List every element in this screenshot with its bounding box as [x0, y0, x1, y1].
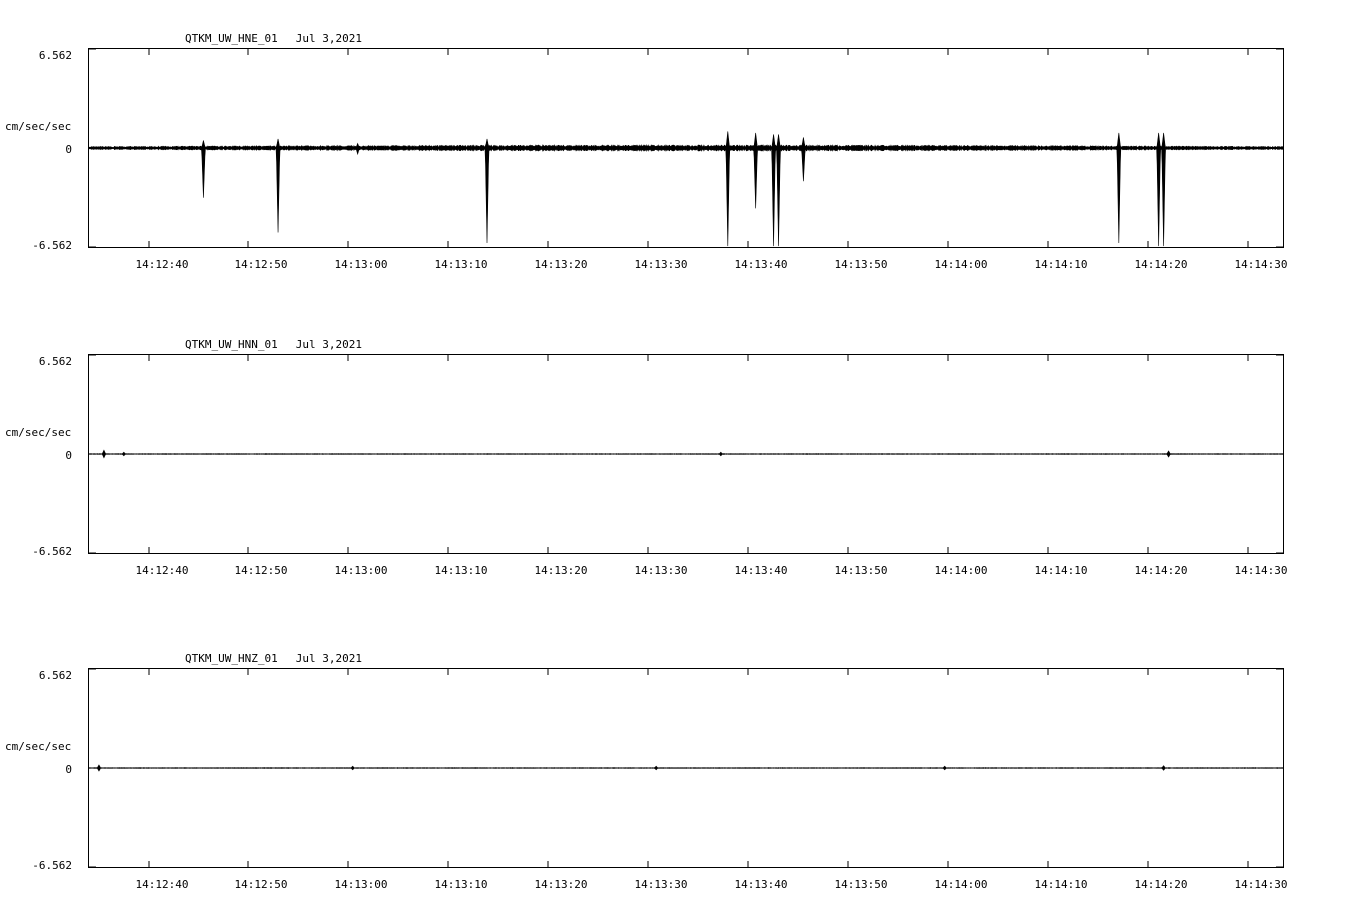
y-axis-label-hnz: cm/sec/sec [5, 740, 72, 753]
y-tick-max-hne: 6.562 [38, 49, 72, 62]
y-tick-min-hne: -6.562 [32, 239, 72, 252]
trace-path-hnz [89, 765, 1283, 771]
x-tick-6-hnz: 14:13:40 [734, 878, 788, 891]
waveform-hnn [89, 355, 1283, 553]
x-tick-0-hnz: 14:12:40 [135, 878, 189, 891]
x-tick-1-hnz: 14:12:50 [234, 878, 288, 891]
y-tick-min-hnn: -6.562 [32, 545, 72, 558]
waveform-hnz [89, 669, 1283, 867]
x-tick-0-hnn: 14:12:40 [135, 564, 189, 577]
x-tick-2-hnn: 14:13:00 [334, 564, 388, 577]
panel-title-hnz [185, 652, 362, 665]
x-tick-4-hnz: 14:13:20 [534, 878, 588, 891]
x-tick-5-hnn: 14:13:30 [634, 564, 688, 577]
x-tick-11-hnz: 14:14:30 [1234, 878, 1288, 891]
y-tick-zero-hne: 0 [65, 143, 72, 156]
panel-date-hnz: Jul 3,2021 [295, 652, 362, 665]
panel-station-hnz: QTKM_UW_HNZ_01 [185, 652, 278, 665]
panel-station-hnn: QTKM_UW_HNN_01 [185, 338, 278, 351]
x-tick-11-hne: 14:14:30 [1234, 258, 1288, 271]
y-axis-label-hnn: cm/sec/sec [5, 426, 72, 439]
x-tick-9-hnn: 14:14:10 [1034, 564, 1088, 577]
x-tick-4-hne: 14:13:20 [534, 258, 588, 271]
seismogram-panel-hnz [0, 612, 1358, 912]
x-tick-7-hnz: 14:13:50 [834, 878, 888, 891]
x-tick-8-hne: 14:14:00 [934, 258, 988, 271]
panel-date-hnn: Jul 3,2021 [295, 338, 362, 351]
x-tick-8-hnn: 14:14:00 [934, 564, 988, 577]
panel-date-hne: Jul 3,2021 [295, 32, 362, 45]
y-tick-min-hnz: -6.562 [32, 859, 72, 872]
x-tick-7-hne: 14:13:50 [834, 258, 888, 271]
x-tick-2-hnz: 14:13:00 [334, 878, 388, 891]
y-tick-max-hnn: 6.562 [38, 355, 72, 368]
x-tick-9-hnz: 14:14:10 [1034, 878, 1088, 891]
seismogram-panel-hnn [0, 306, 1358, 606]
x-tick-10-hnn: 14:14:20 [1134, 564, 1188, 577]
x-tick-3-hnz: 14:13:10 [434, 878, 488, 891]
x-tick-10-hne: 14:14:20 [1134, 258, 1188, 271]
y-tick-max-hnz: 6.562 [38, 669, 72, 682]
trace-path-hne [89, 131, 1283, 246]
x-tick-11-hnn: 14:14:30 [1234, 564, 1288, 577]
x-tick-5-hnz: 14:13:30 [634, 878, 688, 891]
panel-station-hne: QTKM_UW_HNE_01 [185, 32, 278, 45]
x-tick-1-hnn: 14:12:50 [234, 564, 288, 577]
x-tick-7-hnn: 14:13:50 [834, 564, 888, 577]
panel-title-hne [185, 32, 362, 45]
y-tick-zero-hnn: 0 [65, 449, 72, 462]
x-tick-4-hnn: 14:13:20 [534, 564, 588, 577]
x-tick-10-hnz: 14:14:20 [1134, 878, 1188, 891]
x-tick-0-hne: 14:12:40 [135, 258, 189, 271]
x-tick-9-hne: 14:14:10 [1034, 258, 1088, 271]
panel-title-hnn [185, 338, 362, 351]
x-tick-3-hne: 14:13:10 [434, 258, 488, 271]
x-tick-3-hnn: 14:13:10 [434, 564, 488, 577]
x-tick-6-hnn: 14:13:40 [734, 564, 788, 577]
waveform-hne [89, 49, 1283, 247]
x-tick-8-hnz: 14:14:00 [934, 878, 988, 891]
x-tick-6-hne: 14:13:40 [734, 258, 788, 271]
y-tick-zero-hnz: 0 [65, 763, 72, 776]
x-tick-2-hne: 14:13:00 [334, 258, 388, 271]
seismogram-panel-hne [0, 0, 1358, 300]
trace-path-hnn [89, 450, 1283, 458]
y-axis-label-hne: cm/sec/sec [5, 120, 72, 133]
x-tick-1-hne: 14:12:50 [234, 258, 288, 271]
x-tick-5-hne: 14:13:30 [634, 258, 688, 271]
